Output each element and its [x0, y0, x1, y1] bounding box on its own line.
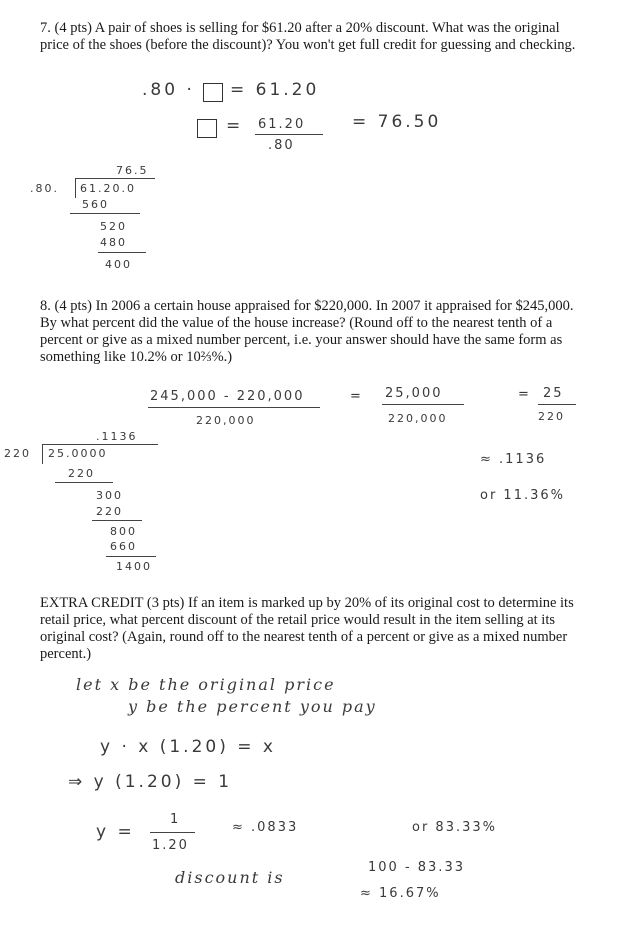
p8-equals-1: = — [350, 389, 363, 404]
unknown-box-2 — [197, 119, 217, 138]
p8-div-bracket-side — [42, 444, 43, 464]
p7-div-line-1 — [70, 213, 140, 214]
p8-div-sub-2: 220 — [96, 505, 123, 518]
p7-div-rem-2: 400 — [105, 258, 132, 271]
ec-discount-result: ≈ 16.67% — [360, 886, 441, 901]
p8-div-bracket-top — [42, 444, 158, 445]
p7-div-rem-1: 520 — [100, 220, 127, 233]
p8-equals-2: = — [518, 387, 531, 402]
p8-fraction-bar-1 — [148, 407, 320, 408]
p7-eq2-equals: = — [226, 116, 244, 136]
extra-credit-text: EXTRA CREDIT (3 pts) If an item is marked up by 20% of its original cost to determine its retail price, what percent discount of the retail price would result in the item selling at its original cost? (Again, round off to the nearest tenth of a percent or give as a mixed number percent.) — [40, 595, 574, 662]
p8-div-line-1 — [55, 482, 113, 483]
ec-discount-label: discount is — [175, 868, 285, 887]
p8-fraction-bar-3 — [538, 404, 576, 405]
p8-numerator-3: 25 — [543, 386, 564, 401]
p8-div-line-2 — [92, 520, 142, 521]
ec-or-percent: or 83.33% — [412, 820, 497, 835]
p8-numerator: 245,000 - 220,000 — [150, 389, 305, 404]
ec-equation-b: ⇒ y (1.20) = 1 — [68, 772, 233, 792]
p8-div-quotient: .1136 — [96, 430, 138, 443]
p8-denominator-3: 220 — [538, 410, 565, 423]
p7-div-sub-2: 480 — [100, 236, 127, 249]
p7-eq1-left: .80 · — [142, 80, 195, 100]
p8-div-rem-3: 1400 — [116, 560, 152, 573]
p7-eq2-result: = 76.50 — [352, 112, 442, 132]
p7-div-quotient: 76.5 — [116, 164, 149, 177]
p8-denominator: 220,000 — [196, 414, 256, 427]
p8-div-line-3 — [106, 556, 156, 557]
p8-div-sub-1: 220 — [68, 467, 95, 480]
ec-y-equals: y = — [96, 822, 135, 842]
p7-div-sub-1: 560 — [82, 198, 109, 211]
ec-let-line-2: y be the percent you pay — [128, 697, 377, 716]
p8-denominator-2: 220,000 — [388, 412, 448, 425]
p8-or-answer: or 11.36% — [480, 488, 565, 503]
problem-7-text: 7. (4 pts) A pair of shoes is selling for $61.20 after a 20% discount. What was the original price of the shoes (before the discount)? You won't get full credit for guessing and checking. — [40, 20, 576, 53]
problem-8-text: 8. (4 pts) In 2006 a certain house appraised for $220,000. In 2007 it appraised for $245,000. By what percent did the value of the house increase? (Round off to the nearest tenth of a percent or give as a mixed number percent, i.e. your answer should have the same form as something like 10.2% or 10⅔%.) — [40, 298, 574, 365]
p7-eq2-denominator: .80 — [268, 138, 295, 153]
p7-div-dividend: 61.20.0 — [80, 182, 136, 195]
p7-eq2-fraction-bar — [255, 134, 323, 135]
ec-approx: ≈ .0833 — [232, 820, 299, 835]
ec-frac-numerator: 1 — [170, 812, 181, 827]
p8-fraction-bar-2 — [382, 404, 464, 405]
p7-div-divisor: .80. — [30, 182, 59, 195]
p7-div-bracket-top — [75, 178, 155, 179]
p7-div-line-2 — [98, 252, 146, 253]
p7-div-bracket-side — [75, 178, 76, 198]
ec-let-line-1: let x be the original price — [76, 675, 336, 694]
p7-eq2-numerator: 61.20 — [258, 117, 306, 132]
p8-div-rem-1: 300 — [96, 489, 123, 502]
ec-frac-denominator: 1.20 — [152, 838, 189, 853]
p7-eq1-right: = 61.20 — [230, 80, 320, 100]
ec-equation-a: y · x (1.20) = x — [100, 737, 276, 757]
p8-div-divisor: 220 — [4, 447, 31, 460]
p8-div-rem-2: 800 — [110, 525, 137, 538]
ec-discount-expr: 100 - 83.33 — [368, 860, 465, 875]
unknown-box-1 — [203, 83, 223, 102]
p8-div-dividend: 25.0000 — [48, 447, 108, 460]
ec-fraction-bar — [150, 832, 195, 833]
p8-numerator-2: 25,000 — [385, 386, 443, 401]
p8-approx: ≈ .1136 — [480, 452, 547, 467]
p8-div-sub-3: 660 — [110, 540, 137, 553]
